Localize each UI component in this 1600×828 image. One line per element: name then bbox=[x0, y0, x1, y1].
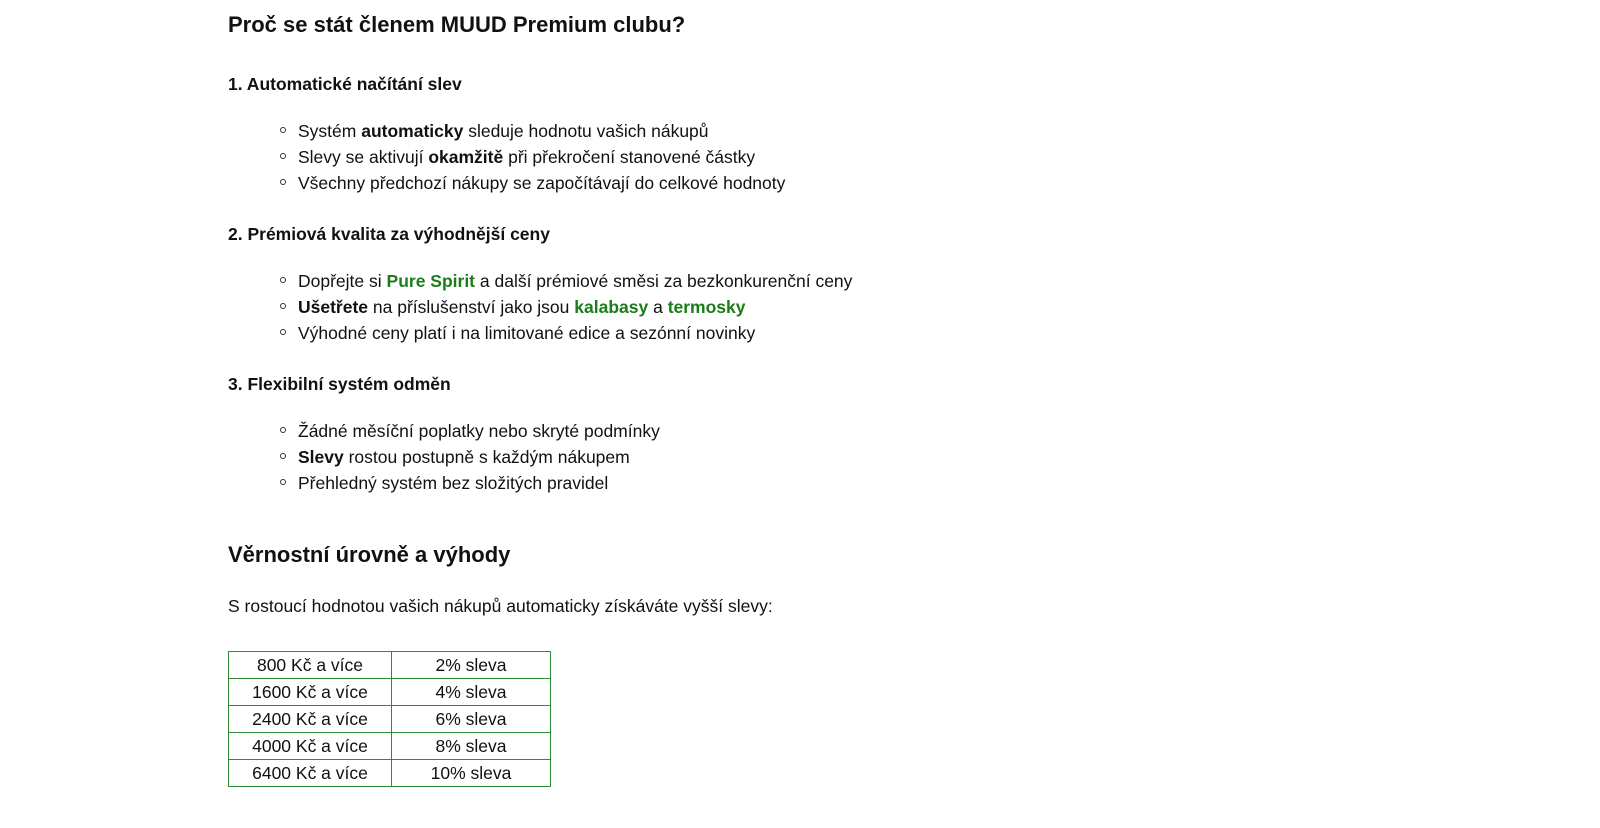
section-heading-flexible-rewards: 3. Flexibilní systém odměn bbox=[228, 374, 451, 394]
list-item-emphasis: Ušetřete bbox=[298, 297, 369, 317]
threshold-cell: 4000 Kč a více bbox=[229, 733, 392, 760]
list-item bbox=[280, 268, 852, 294]
list-item-text: Přehledný systém bez složitých pravidel bbox=[298, 473, 609, 493]
product-link-pure-spirit[interactable]: Pure Spirit bbox=[386, 271, 476, 291]
list-item bbox=[280, 444, 660, 470]
table-row bbox=[229, 679, 551, 706]
list-item-text: a další prémiové směsi za bezkonkurenční ceny bbox=[475, 271, 853, 291]
list-item bbox=[280, 144, 785, 170]
list-item-text: Slevy se aktivují bbox=[298, 147, 429, 167]
list-item-text: sleduje hodnotu vašich nákupů bbox=[463, 121, 709, 141]
list-item bbox=[280, 118, 785, 144]
loyalty-levels-heading: Věrnostní úrovně a výhody bbox=[228, 542, 511, 567]
discount-cell: 8% sleva bbox=[392, 733, 551, 760]
product-link-termosky[interactable]: termosky bbox=[667, 297, 746, 317]
table-row bbox=[229, 733, 551, 760]
list-item bbox=[280, 170, 785, 196]
product-link-kalabasy[interactable]: kalabasy bbox=[574, 297, 649, 317]
page-title: Proč se stát členem MUUD Premium clubu? bbox=[228, 12, 686, 37]
threshold-cell: 1600 Kč a více bbox=[229, 679, 392, 706]
discount-cell: 4% sleva bbox=[392, 679, 551, 706]
list-item-text: Dopřejte si bbox=[298, 271, 387, 291]
table-row bbox=[229, 652, 551, 679]
table-row bbox=[229, 760, 551, 787]
list-item bbox=[280, 320, 852, 346]
threshold-cell: 2400 Kč a více bbox=[229, 706, 392, 733]
loyalty-intro-text: S rostoucí hodnotou vašich nákupů automaticky získáváte vyšší slevy: bbox=[228, 596, 773, 616]
list-item bbox=[280, 418, 660, 444]
bullet-icon bbox=[280, 179, 286, 185]
bullet-icon bbox=[280, 479, 286, 485]
list-item-emphasis: automaticky bbox=[361, 121, 464, 141]
bullet-icon bbox=[280, 453, 286, 459]
threshold-cell: 6400 Kč a více bbox=[229, 760, 392, 787]
section-heading-premium-quality: 2. Prémiová kvalita za výhodnější ceny bbox=[228, 224, 550, 244]
list-item-text: Všechny předchozí nákupy se započítávají do celkové hodnoty bbox=[298, 173, 786, 193]
list-item-text: při překročení stanovené částky bbox=[503, 147, 756, 167]
list-item-text: Výhodné ceny platí i na limitované edice a sezónní novinky bbox=[298, 323, 756, 343]
threshold-cell: 800 Kč a více bbox=[229, 652, 392, 679]
list-item bbox=[280, 294, 852, 320]
bullet-icon bbox=[280, 329, 286, 335]
bullet-list-premium-quality bbox=[280, 268, 852, 346]
list-item-text: rostou postupně s každým nákupem bbox=[343, 447, 630, 467]
list-item-text: Systém bbox=[298, 121, 362, 141]
bullet-icon bbox=[280, 277, 286, 283]
loyalty-levels-table bbox=[228, 651, 551, 787]
bullet-icon bbox=[280, 127, 286, 133]
bullet-icon bbox=[280, 153, 286, 159]
discount-cell: 10% sleva bbox=[392, 760, 551, 787]
bullet-icon bbox=[280, 427, 286, 433]
table-row bbox=[229, 706, 551, 733]
list-item-text: a bbox=[648, 297, 668, 317]
bullet-list-auto-discounts bbox=[280, 118, 785, 196]
discount-cell: 6% sleva bbox=[392, 706, 551, 733]
discount-cell: 2% sleva bbox=[392, 652, 551, 679]
section-heading-auto-discounts: 1. Automatické načítání slev bbox=[228, 74, 462, 94]
list-item bbox=[280, 470, 660, 496]
bullet-icon bbox=[280, 303, 286, 309]
bullet-list-flexible-rewards bbox=[280, 418, 660, 496]
list-item-emphasis: Slevy bbox=[298, 447, 344, 467]
list-item-text: na příslušenství jako jsou bbox=[368, 297, 575, 317]
list-item-emphasis: okamžitě bbox=[428, 147, 504, 167]
list-item-text: Žádné měsíční poplatky nebo skryté podmínky bbox=[298, 421, 660, 441]
